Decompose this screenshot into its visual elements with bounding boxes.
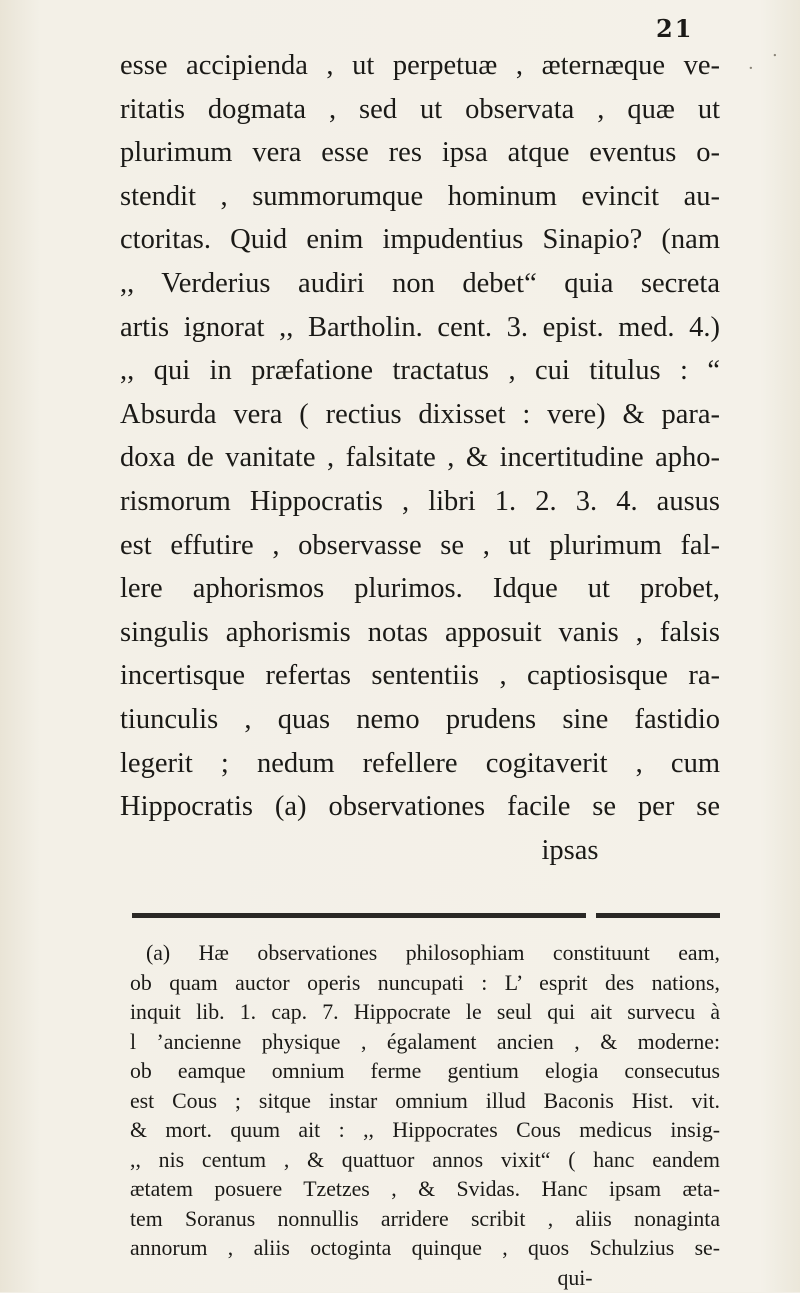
margin-speck: . [772, 40, 778, 61]
footnote-line: l ’ancienne physique , égalament ancien , & moderne: [130, 1028, 720, 1058]
page-number: 21 [656, 14, 693, 43]
rule-gap [586, 913, 596, 918]
footnote-line: ob quam auctor operis nuncupati : L’ esprit des nations, [130, 969, 720, 999]
text-line: ,, Verderius audiri non debet“ quia secreta [120, 262, 720, 306]
text-line: artis ignorat ,, Bartholin. cent. 3. epist. med. 4.) [120, 306, 720, 350]
text-line: rismorum Hippocratis , libri 1. 2. 3. 4. ausus [120, 480, 720, 524]
text-line: esse accipienda , ut perpetuæ , æternæque ve- [120, 44, 720, 88]
text-line: ritatis dogmata , sed ut observata , quæ ut [120, 88, 720, 132]
text-line: stendit , summorumque hominum evincit au- [120, 175, 720, 219]
text-line: incertisque refertas sententiis , captiosisque ra- [120, 654, 720, 698]
text-line: Hippocratis (a) observationes facile se per se [120, 785, 720, 829]
text-line: tiunculis , quas nemo prudens sine fastidio [120, 698, 720, 742]
footnote-line: est Cous ; sitque instar omnium illud Baconis Hist. vit. [130, 1087, 720, 1117]
text-line: plurimum vera esse res ipsa atque eventus o- [120, 131, 720, 175]
text-line: doxa de vanitate , falsitate , & incertitudine apho- [120, 436, 720, 480]
text-line: lere aphorismos plurimos. Idque ut probet, [120, 567, 720, 611]
catchword: ipsas [120, 829, 720, 873]
text-line: singulis aphorismis notas apposuit vanis , falsis [120, 611, 720, 655]
text-line: est effutire , observasse se , ut plurimum fal- [120, 524, 720, 568]
text-line: ctoritas. Quid enim impudentius Sinapio? (nam [120, 218, 720, 262]
text-line: ,, qui in præfatione tractatus , cui titulus : “ [120, 349, 720, 393]
footnote-line: tem Soranus nonnullis arridere scribit , aliis nonaginta [130, 1205, 720, 1235]
text-line: legerit ; nedum refellere cogitaverit , cum [120, 742, 720, 786]
margin-speck: · [748, 58, 754, 79]
footnote-line: ætatem posuere Tzetzes , & Svidas. Hanc ipsam æta- [130, 1175, 720, 1205]
footnote-line: (a) Hæ observationes philosophiam constituunt eam, [130, 939, 720, 969]
footnote-separator-rule [132, 913, 720, 918]
footnote-block [130, 939, 720, 1293]
footnote-catchword: qui- [130, 1264, 720, 1293]
footnote-line: ob eamque omnium ferme gentium elogia consecutus [130, 1057, 720, 1087]
main-text-block [120, 44, 720, 872]
footnote-line: inquit lib. 1. cap. 7. Hippocrate le seul qui ait survecu à [130, 998, 720, 1028]
footnote-line: ,, nis centum , & quattuor annos vixit“ ( hanc eandem [130, 1146, 720, 1176]
text-line: Absurda vera ( rectius dixisset : vere) & para- [120, 393, 720, 437]
footnote-line: & mort. quum ait : ,, Hippocrates Cous medicus insig- [130, 1116, 720, 1146]
footnote-line: annorum , aliis octoginta quinque , quos Schulzius se- [130, 1234, 720, 1264]
